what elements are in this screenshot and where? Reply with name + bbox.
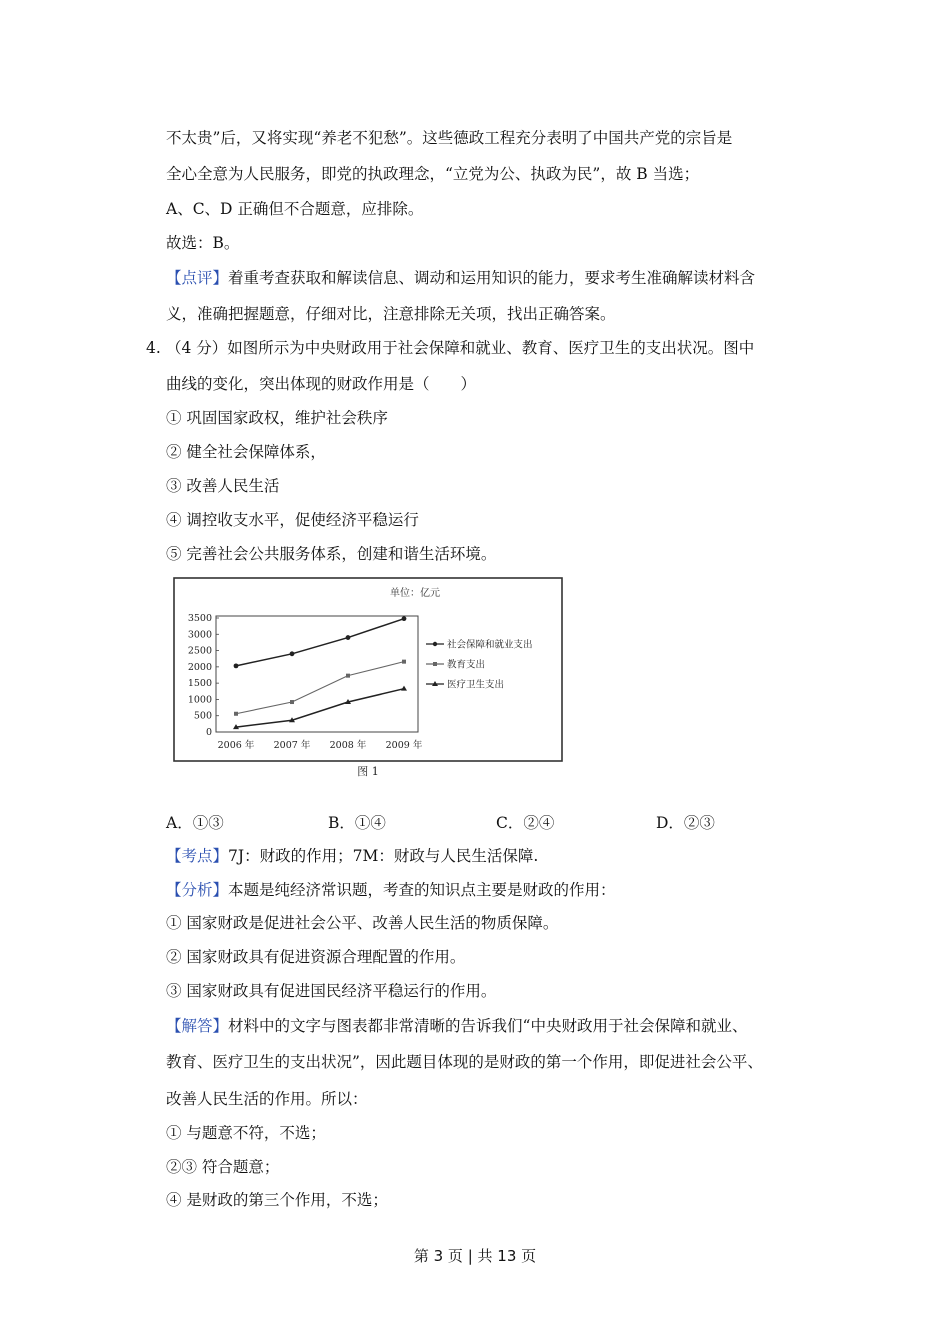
plot-area <box>216 616 418 732</box>
y-tick-label: 3000 <box>187 629 212 641</box>
y-tick-label: 3500 <box>187 613 212 624</box>
option-a[interactable]: A．①③ <box>166 814 224 832</box>
data-point <box>402 616 407 621</box>
y-tick-label: 500 <box>193 710 212 722</box>
option-d[interactable]: D．②③ <box>656 814 715 832</box>
kaodian-tag: 考点 <box>181 847 213 865</box>
answer-line: 故选：B。 <box>166 234 240 252</box>
jieda-tag: 解答 <box>181 1017 213 1035</box>
legend-label: 社会保障和就业支出 <box>447 639 533 651</box>
kaodian-text: 7J：财政的作用；7M：财政与人民生活保障. <box>228 847 539 865</box>
option-b[interactable]: B．①④ <box>328 814 386 832</box>
jieda-line-2: 教育、医疗卫生的支出状况”，因此题目体现的是财政的第一个作用，即促进社会公平、 <box>166 1053 763 1071</box>
legend-marker <box>433 642 437 646</box>
x-tick-label: 2009 年 <box>385 740 423 751</box>
series-line-2 <box>236 662 404 714</box>
fenxi-point: ② 国家财政具有促进资源合理配置的作用。 <box>166 948 466 966</box>
chart-frame <box>174 578 562 761</box>
data-point <box>234 712 238 716</box>
question-item: ① 巩固国家政权，维护社会秩序 <box>166 409 388 427</box>
legend-label: 教育支出 <box>447 659 486 671</box>
comment-line: 【点评】着重考查获取和解读信息、调动和运用知识的能力，要求考生准确解读材料含 <box>166 269 756 287</box>
chart-svg <box>168 574 566 780</box>
y-tick-label: 0 <box>205 727 212 738</box>
question-item: ② 健全社会保障体系， <box>166 443 326 461</box>
jieda-text: 材料中的文字与图表都非常清晰的告诉我们“中央财政用于社会保障和就业、 <box>228 1017 748 1035</box>
y-tick-label: 1500 <box>187 678 212 690</box>
data-point <box>290 700 294 704</box>
question-item: ④ 调控收支水平，促使经济平稳运行 <box>166 511 419 529</box>
analysis-text-line: 全心全意为人民服务，即党的执政理念，“立党为公、执政为民”，故 B 当选； <box>166 165 700 183</box>
data-point <box>234 663 239 668</box>
legend-marker <box>433 662 437 666</box>
comment-line-2: 义，准确把握题意，仔细对比，注意排除无关项，找出正确答案。 <box>166 305 616 323</box>
series-line-3 <box>236 689 404 727</box>
fenxi-point: ① 国家财政是促进社会公平、改善人民生活的物质保障。 <box>166 914 559 932</box>
kaodian-line: 【考点】7J：财政的作用；7M：财政与人民生活保障. <box>166 847 539 865</box>
y-tick-label: 2500 <box>187 645 212 657</box>
expenditure-chart <box>168 574 566 780</box>
jieda-line-3: 改善人民生活的作用。所以： <box>166 1090 368 1108</box>
data-point <box>346 674 350 678</box>
unit-note: 单位：亿元 <box>390 588 440 599</box>
chart-caption: 图 1 <box>357 765 379 778</box>
jieda-line: 【解答】材料中的文字与图表都非常清晰的告诉我们“中央财政用于社会保障和就业、 <box>166 1017 748 1035</box>
analysis-text-line: A、C、D 正确但不合题意，应排除。 <box>166 200 424 218</box>
question-item: ③ 改善人民生活 <box>166 477 280 495</box>
page-footer: 第 3 页 | 共 13 页 <box>413 1247 537 1265</box>
x-tick-label: 2007 年 <box>273 740 311 751</box>
question-stem: （4 分）如图所示为中央财政用于社会保障和就业、教育、医疗卫生的支出状况。图中 <box>166 339 755 357</box>
data-point <box>346 635 351 640</box>
data-point <box>290 651 295 656</box>
jieda-item: ④ 是财政的第三个作用，不选； <box>166 1191 388 1209</box>
fenxi-text: 本题是纯经济常识题，考查的知识点主要是财政的作用： <box>228 881 616 899</box>
y-tick-label: 2000 <box>187 661 212 673</box>
legend-label: 医疗卫生支出 <box>447 679 505 691</box>
fenxi-line: 【分析】本题是纯经济常识题，考查的知识点主要是财政的作用： <box>166 881 616 899</box>
data-point <box>402 660 406 664</box>
jieda-item: ① 与题意不符，不选； <box>166 1124 326 1142</box>
question-stem-2: 曲线的变化，突出体现的财政作用是（ ） <box>166 375 477 393</box>
comment-text: 着重考查获取和解读信息、调动和运用知识的能力，要求考生准确解读材料含 <box>228 269 756 287</box>
jieda-item: ②③ 符合题意； <box>166 1158 280 1176</box>
option-c[interactable]: C．②④ <box>496 814 555 832</box>
x-tick-label: 2008 年 <box>329 740 367 751</box>
y-tick-label: 1000 <box>187 694 212 706</box>
analysis-text-line: 不太贵”后，又将实现“养老不犯愁”。这些德政工程充分表明了中国共产党的宗旨是 <box>166 129 733 147</box>
fenxi-tag: 分析 <box>181 881 213 899</box>
fenxi-point: ③ 国家财政具有促进国民经济平稳运行的作用。 <box>166 982 497 1000</box>
data-point <box>401 686 407 691</box>
comment-tag: 点评 <box>181 269 213 287</box>
x-tick-label: 2006 年 <box>217 740 255 751</box>
question-number: 4. <box>146 339 161 357</box>
question-item: ⑤ 完善社会公共服务体系，创建和谐生活环境。 <box>166 545 497 563</box>
series-line-1 <box>236 619 404 666</box>
